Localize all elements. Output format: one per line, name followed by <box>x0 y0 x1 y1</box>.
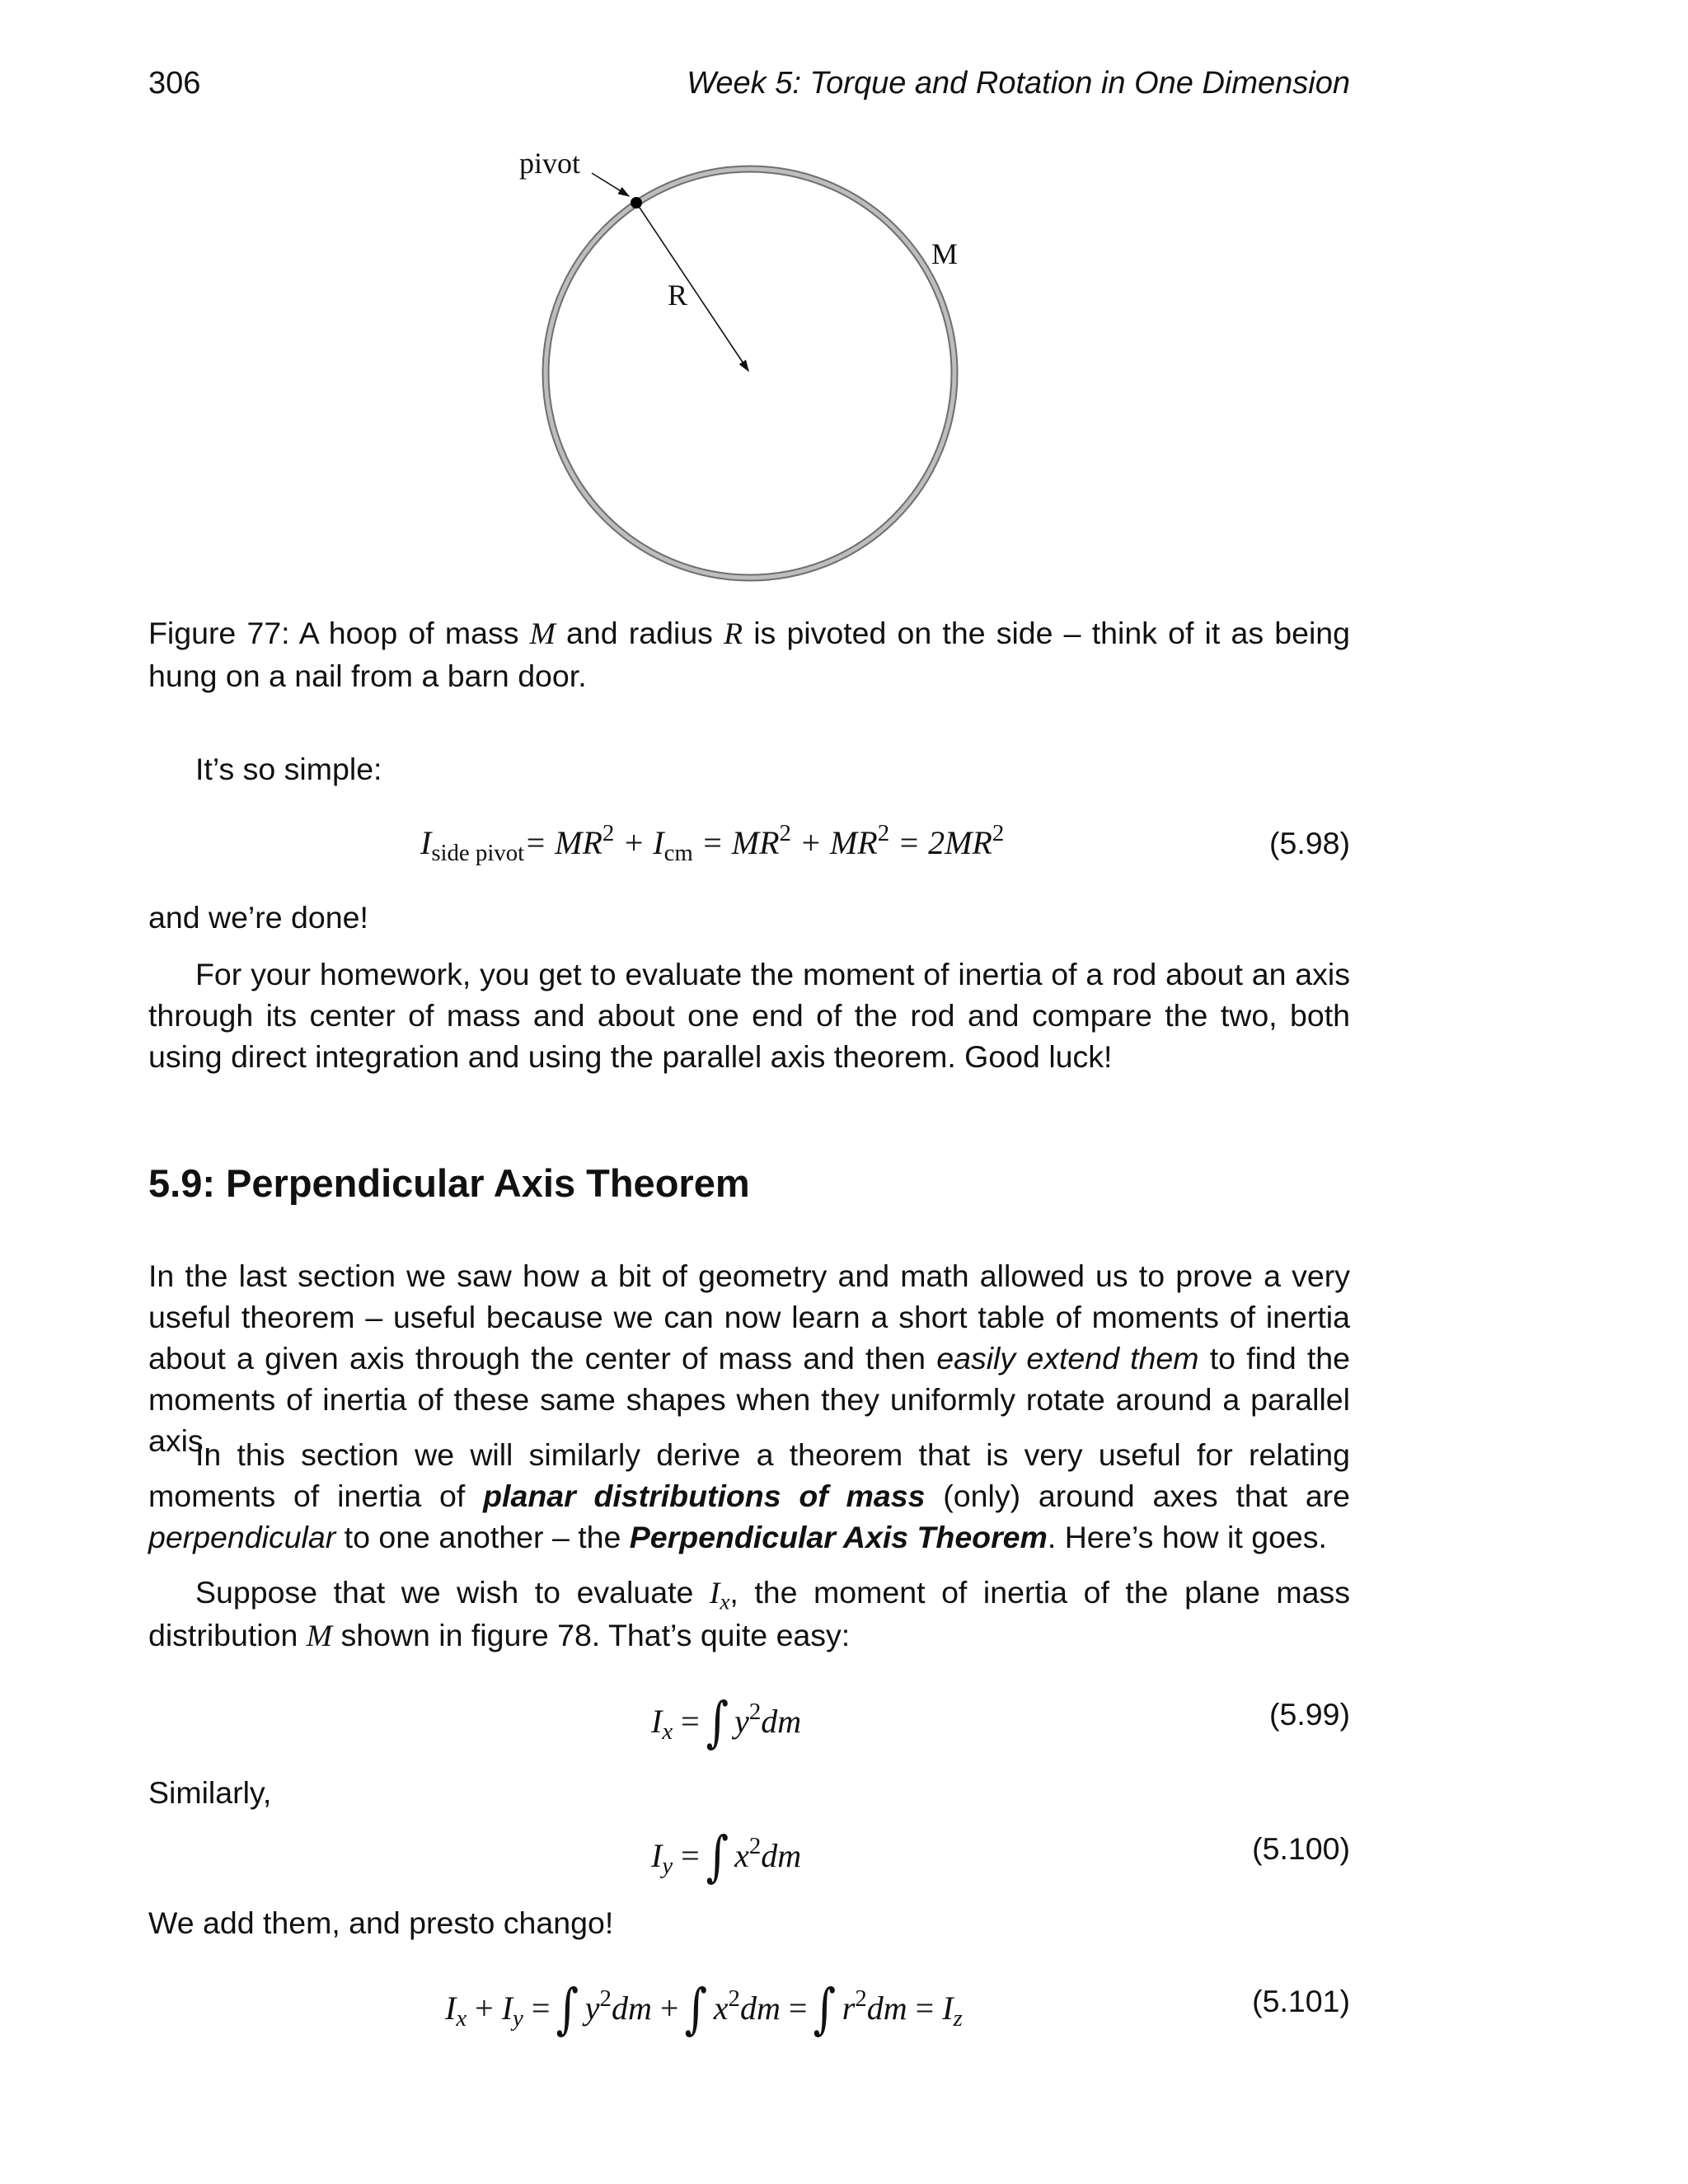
section-heading: 5.9: Perpendicular Axis Theorem <box>148 1161 750 1205</box>
done-line: and we’re done! <box>148 900 368 935</box>
figure-caption: Figure 77: A hoop of mass M and radius R is pivoted on the side – think of it as being hung on a nail from a barn door. <box>148 616 1350 693</box>
simple-line: It’s so simple: <box>195 752 382 786</box>
equation-5-98: $I_{side pivot}= MR^2 + I_{cm} = MR^2 + MR^2 = 2MR^2$ <box>420 820 1005 867</box>
add-line: We add them, and presto chango! <box>148 1905 614 1940</box>
suppose-paragraph: Suppose that we wish to evaluate $I_x$, the moment of inertia of the plane mass distribution M shown in figure 78. That’s quite easy: <box>148 1575 1350 1653</box>
running-title: Week 5: Torque and Rotation in One Dimension <box>687 66 1350 101</box>
equation-5-100: $I_y$ = ∫ $x^2dm$ <box>651 1825 802 1888</box>
equation-number-5-101: (5.101) <box>1252 1984 1350 2018</box>
mass-label: M <box>931 237 959 270</box>
pivot-point <box>631 197 642 209</box>
page-number: 306 <box>148 66 201 101</box>
similarly-line: Similarly, <box>148 1775 272 1810</box>
equation-number-5-100: (5.100) <box>1252 1831 1350 1866</box>
radius-arrow <box>636 203 748 371</box>
equation-number-5-99: (5.99) <box>1269 1697 1350 1732</box>
hoop-ring-fill <box>546 169 954 578</box>
pivot-pointer-arrow <box>592 173 629 196</box>
intro-paragraph: In the last section we saw how a bit of geometry and math allowed us to prove a very useful theorem – useful because we can now learn a short table of moments of inertia about a given axis through the center of mass and then easily extend them to find the moments of inertia of these same shapes when they uniformly rotate around a parallel axis. <box>148 1258 1351 1458</box>
hoop-figure <box>462 140 1055 602</box>
pivot-label: pivot <box>519 147 581 180</box>
caption-mass-symbol: M <box>529 617 556 651</box>
equation-5-101: $I_x + I_y$ = ∫ $y^2dm$ + ∫ $x^2dm$ = ∫ $r^2dm = I_z$ <box>445 1977 963 2041</box>
radius-label: R <box>668 279 688 312</box>
derive-paragraph: In this section we will similarly derive a theorem that is very useful for relating moments of inertia of planar distributions of mass (only) around axes that are perpendicular to one another – the Perpendicular Axis Theorem. Here’s how it goes. <box>148 1437 1351 1554</box>
caption-radius-symbol: R <box>724 617 743 651</box>
equation-5-99: $I_x$ = ∫ $y^2dm$ <box>651 1690 802 1754</box>
equation-number-5-98: (5.98) <box>1269 826 1350 860</box>
homework-paragraph: For your homework, you get to evaluate the moment of inertia of a rod about an axis through its center of mass and about one end of the rod and compare the two, both using direct integration and using the parallel axis theorem. Good luck! <box>148 957 1350 1074</box>
